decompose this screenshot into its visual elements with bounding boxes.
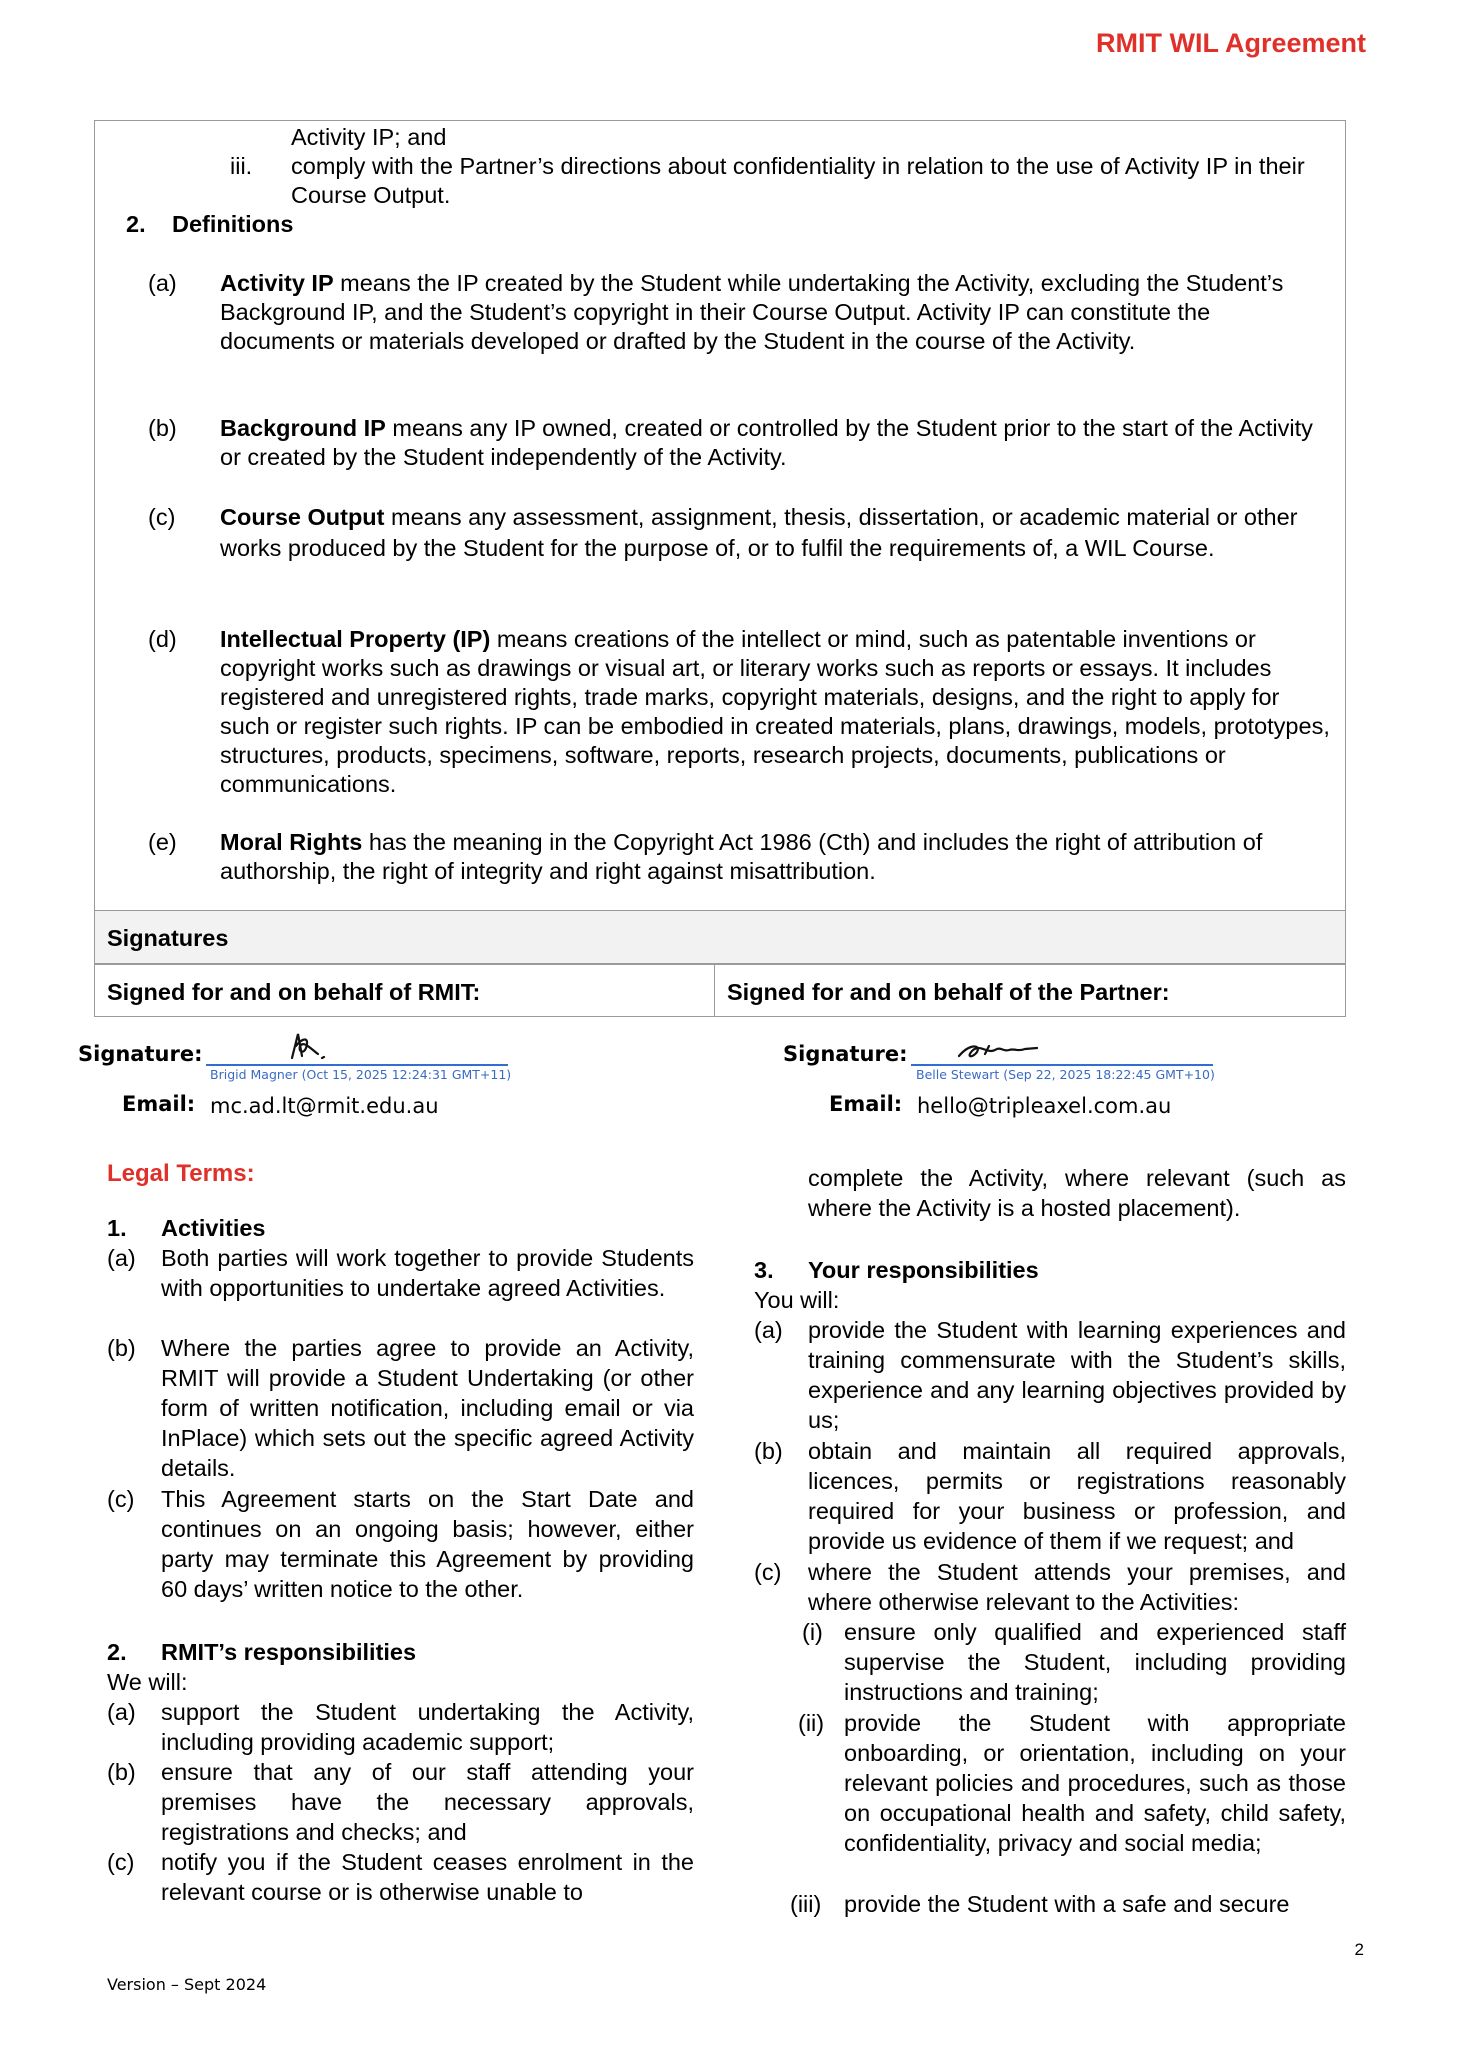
rmit-signature-line[interactable] xyxy=(206,1032,508,1066)
definition-label: (c) xyxy=(148,504,176,530)
s3-number: 3. xyxy=(754,1257,774,1283)
definition-text: means the IP created by the Student while undertaking the Activity, excluding the Student’s Background IP, and the Student’s copyright in their Course Output. Activity IP can constitute the documents or materials developed or drafted by the Student in the course of the Activity. xyxy=(220,270,1284,354)
partner-email-value: hello@tripleaxel.com.au xyxy=(917,1094,1172,1118)
definitions-number: 2. xyxy=(126,211,146,237)
item-text: ensure that any of our staff attending your premises have the necessary approvals, registrations and checks; and xyxy=(161,1759,694,1845)
subitem-label: (iii) xyxy=(790,1891,822,1917)
partner-signature-image xyxy=(955,1036,1055,1066)
continuation-line: Activity IP; and xyxy=(291,124,447,150)
partner-email-label: Email: xyxy=(829,1092,903,1116)
item-text: Both parties will work together to provide Students with opportunities to undertake agreed Activities. xyxy=(161,1245,694,1301)
item-text: Where the parties agree to provide an Activity, RMIT will provide a Student Undertaking (or other form of written notification, including email or via InPlace) which sets out the specific agreed Activity details. xyxy=(161,1335,694,1481)
definition-text: means creations of the intellect or mind, such as patentable inventions or copyright works such as drawings or visual art, or literary works such as reports or essays. It includes registered and unregistered rights, trade marks, copyright materials, designs, and the right to apply for such or register such rights. IP can be embodied in created materials, plans, drawings, models, prototypes, structures, products, specimens, software, reports, research projects, documents, publications or communications. xyxy=(220,626,1330,797)
rmit-email-label: Email: xyxy=(122,1092,196,1116)
definition-term: Intellectual Property (IP) xyxy=(220,626,491,652)
item-label: (c) xyxy=(107,1486,135,1512)
item-iii-label: iii. xyxy=(230,153,253,179)
s3-intro: You will: xyxy=(754,1287,840,1313)
s2-title: RMIT’s responsibilities xyxy=(161,1639,417,1665)
item-label: (a) xyxy=(107,1699,136,1725)
item-text: notify you if the Student ceases enrolment in the relevant course or is otherwise unable to xyxy=(161,1849,694,1905)
item-label: (a) xyxy=(754,1317,783,1343)
s1-number: 1. xyxy=(107,1215,127,1241)
rmit-email-value: mc.ad.lt@rmit.edu.au xyxy=(210,1094,439,1118)
s2-intro: We will: xyxy=(107,1669,188,1695)
item-label: (a) xyxy=(107,1245,136,1271)
s3-title: Your responsibilities xyxy=(808,1257,1039,1283)
definition-label: (d) xyxy=(148,626,177,652)
definition-term: Background IP xyxy=(220,415,386,441)
item-text: where the Student attends your premises, and where otherwise relevant to the Activities: xyxy=(808,1559,1346,1615)
s2-number: 2. xyxy=(107,1639,127,1665)
item-label: (b) xyxy=(107,1335,136,1361)
subitem-text: ensure only qualified and experienced staff supervise the Student, including providing instructions and training; xyxy=(844,1619,1346,1705)
s2-item-c-continuation: complete the Activity, where relevant (such as where the Activity is a hosted placement). xyxy=(808,1165,1346,1221)
signatures-row xyxy=(94,964,1346,1017)
item-text: provide the Student with learning experiences and training commensurate with the Student’s skills, experience and any learning objectives provided by us; xyxy=(808,1317,1346,1433)
partner-signature-label: Signature: xyxy=(783,1042,908,1066)
item-label: (c) xyxy=(107,1849,135,1875)
definition-text: means any IP owned, created or controlled by the Student prior to the start of the Activity or created by the Student independently of the Activity. xyxy=(220,415,1313,470)
rmit-signature-label: Signature: xyxy=(78,1042,203,1066)
subitem-label: (ii) xyxy=(798,1710,825,1736)
partner-signature-line[interactable] xyxy=(911,1032,1213,1066)
item-text: support the Student undertaking the Activity, including providing academic support; xyxy=(161,1699,694,1755)
version-footer: Version – Sept 2024 xyxy=(107,1975,267,1994)
partner-signed-label: Signed for and on behalf of the Partner: xyxy=(727,979,1170,1005)
rmit-signature-image xyxy=(284,1028,364,1064)
item-label: (b) xyxy=(754,1438,783,1464)
subitem-label: (i) xyxy=(802,1619,823,1645)
item-label: (c) xyxy=(754,1559,782,1585)
rmit-signed-label: Signed for and on behalf of RMIT: xyxy=(95,965,715,1016)
definition-term: Moral Rights xyxy=(220,829,363,855)
definition-label: (b) xyxy=(148,415,177,441)
item-text: This Agreement starts on the Start Date and continues on an ongoing basis; however, either party may terminate this Agreement by providing 60 days’ written notice to the other. xyxy=(161,1486,694,1602)
rmit-signature-caption: Brigid Magner (Oct 15, 2025 12:24:31 GMT+11) xyxy=(210,1067,512,1082)
definition-term: Activity IP xyxy=(220,270,334,296)
definition-text: has the meaning in the Copyright Act 1986 (Cth) and includes the right of attribution of authorship, the right of integrity and right against misattribution. xyxy=(220,829,1263,884)
item-text: obtain and maintain all required approvals, licences, permits or registrations reasonably required for your business or profession, and provide us evidence of them if we request; and xyxy=(808,1438,1346,1554)
document-title: RMIT WIL Agreement xyxy=(1095,28,1366,58)
definitions-heading: Definitions xyxy=(172,211,294,237)
s1-title: Activities xyxy=(161,1215,266,1241)
item-label: (b) xyxy=(107,1759,136,1785)
partner-signature-caption: Belle Stewart (Sep 22, 2025 18:22:45 GMT+10) xyxy=(916,1067,1215,1082)
signatures-heading: Signatures xyxy=(94,911,1346,964)
definition-label: (e) xyxy=(148,829,177,855)
definition-text: means any assessment, assignment, thesis, dissertation, or academic material or other works produced by the Student for the purpose of, or to fulfil the requirements of, a WIL Course. xyxy=(220,504,1298,561)
definition-term: Course Output xyxy=(220,504,385,530)
subitem-text: provide the Student with appropriate onboarding, or orientation, including on your relevant policies and procedures, such as those on occupational health and safety, child safety, confidentiality, privacy and social media; xyxy=(844,1710,1346,1856)
definition-label: (a) xyxy=(148,270,177,296)
legal-terms-heading: Legal Terms: xyxy=(107,1160,255,1187)
page-number: 2 xyxy=(1354,1940,1364,1959)
item-iii-text: comply with the Partner’s directions about confidentiality in relation to the use of Activity IP in their Course Output. xyxy=(291,153,1305,208)
subitem-text: provide the Student with a safe and secure xyxy=(844,1891,1290,1917)
